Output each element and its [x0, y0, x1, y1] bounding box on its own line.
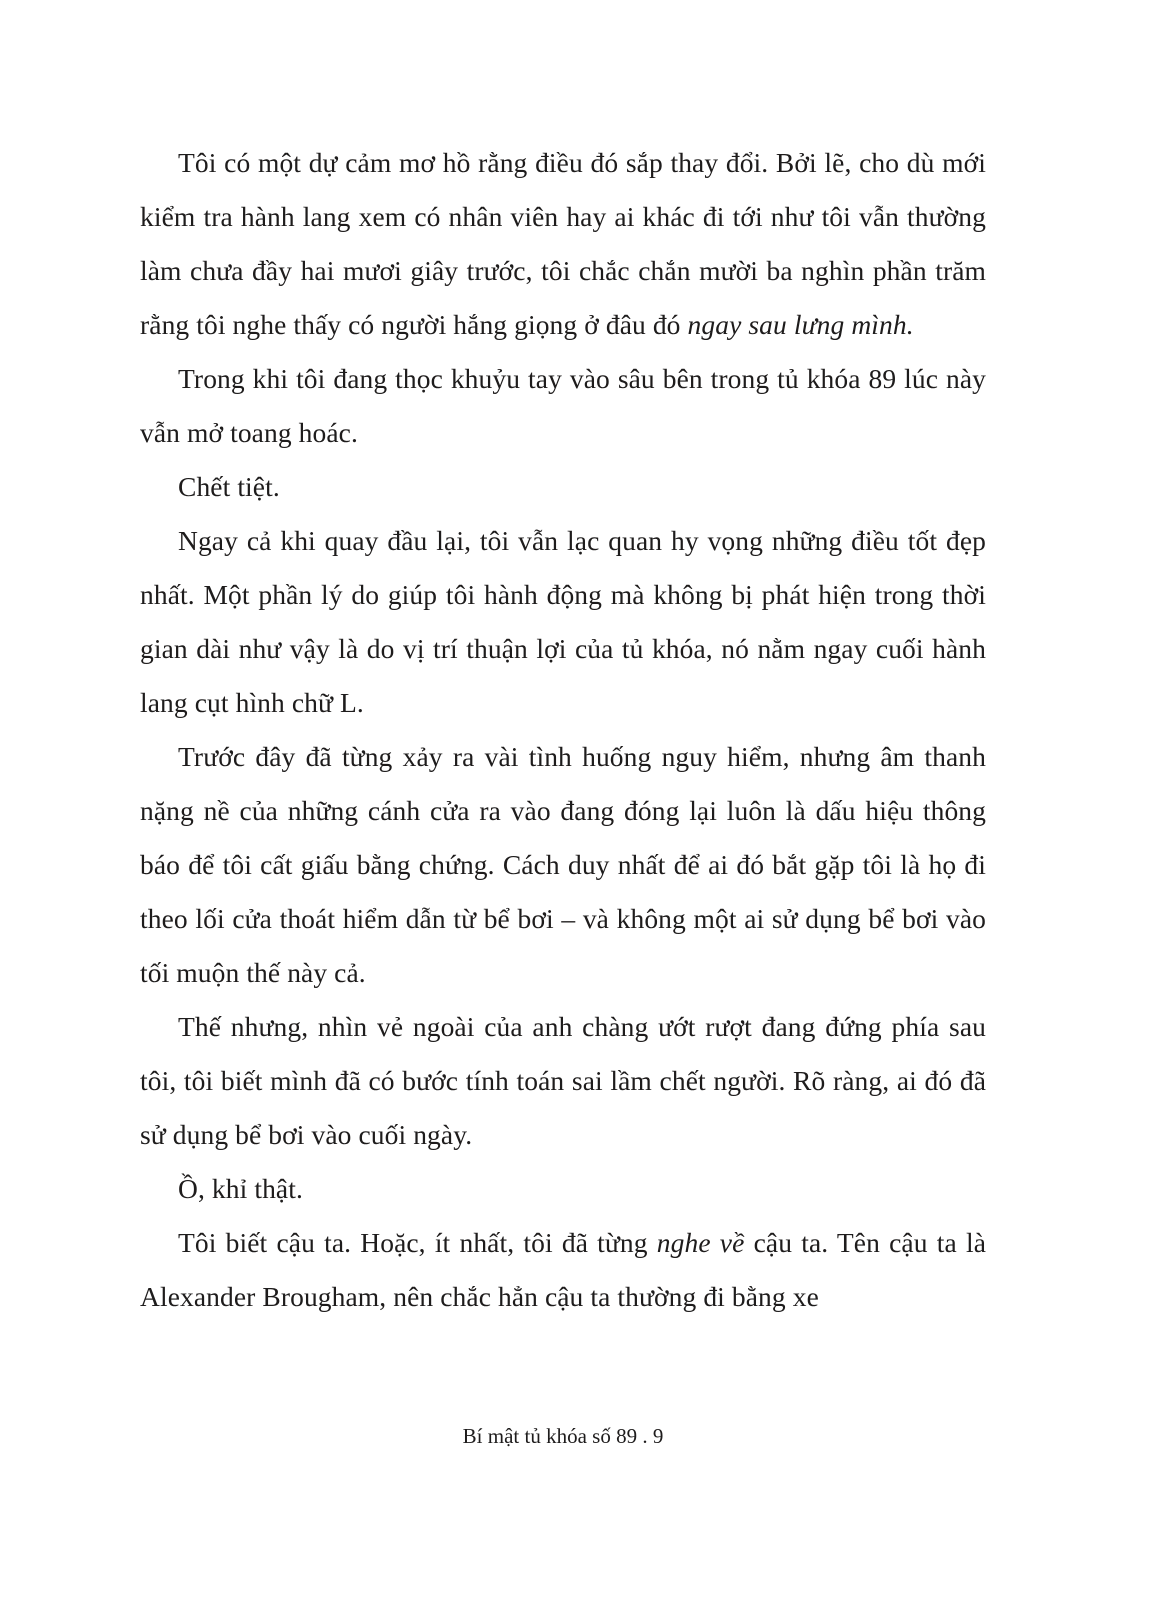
- paragraph-5: [140, 730, 986, 1000]
- paragraph-2: [140, 352, 986, 460]
- paragraph-4-text: Ngay cả khi quay đầu lại, tôi vẫn lạc quan hy vọng những điều tốt đẹp nhất. Một phần lý do giúp tôi hành động mà không bị phát hiện trong thời gian dài như vậy là do vị trí thuận lợi của tủ khóa, nó nằm ngay cuối hành lang cụt hình chữ L.: [140, 525, 986, 718]
- paragraph-3: [140, 460, 986, 514]
- paragraph-8-italic-text: nghe về: [656, 1227, 745, 1258]
- page-footer-running-title: Bí mật tủ khóa số 89 . 9: [462, 1424, 664, 1448]
- paragraph-1-italic-text: ngay sau lưng mình.: [687, 309, 914, 340]
- paragraph-8-text-2: cậu ta. Tên cậu ta là Alexander Brougham, nên chắc hẳn cậu ta thường đi bằng xe: [140, 1227, 986, 1312]
- paragraph-6-text: Thế nhưng, nhìn vẻ ngoài của anh chàng ướt rượt đang đứng phía sau tôi, tôi biết mình đã có bước tính toán sai lầm chết người. Rõ ràng, ai đó đã sử dụng bể bơi vào cuối ngày.: [140, 1011, 986, 1150]
- paragraph-1: [140, 136, 986, 352]
- paragraph-2-text: Trong khi tôi đang thọc khuỷu tay vào sâu bên trong tủ khóa 89 lúc này vẫn mở toang hoác.: [140, 363, 986, 448]
- paragraph-5-text: Trước đây đã từng xảy ra vài tình huống nguy hiểm, nhưng âm thanh nặng nề của những cánh cửa ra vào đang đóng lại luôn là dấu hiệu thông báo để tôi cất giấu bằng chứng. Cách duy nhất để ai đó bắt gặp tôi là họ đi theo lối cửa thoát hiểm dẫn từ bể bơi – và không một ai sử dụng bể bơi vào tối muộn thế này cả.: [140, 741, 986, 988]
- paragraph-4: [140, 514, 986, 730]
- paragraph-8-text: Tôi biết cậu ta. Hoặc, ít nhất, tôi đã từng: [178, 1227, 657, 1258]
- body-text: [140, 136, 986, 1324]
- paragraph-7-text: Ồ, khỉ thật.: [178, 1173, 303, 1204]
- paragraph-6: [140, 1000, 986, 1162]
- paragraph-7: [140, 1162, 986, 1216]
- paragraph-1-text: Tôi có một dự cảm mơ hồ rằng điều đó sắp thay đổi. Bởi lẽ, cho dù mới kiểm tra hành lang xem có nhân viên hay ai khác đi tới như tôi vẫn thường làm chưa đầy hai mươi giây trước, tôi chắc chắn mười ba nghìn phần trăm rằng tôi nghe thấy có người hắng giọng ở đâu đó: [140, 147, 986, 340]
- paragraph-3-text: Chết tiệt.: [178, 471, 280, 502]
- paragraph-8: [140, 1216, 986, 1324]
